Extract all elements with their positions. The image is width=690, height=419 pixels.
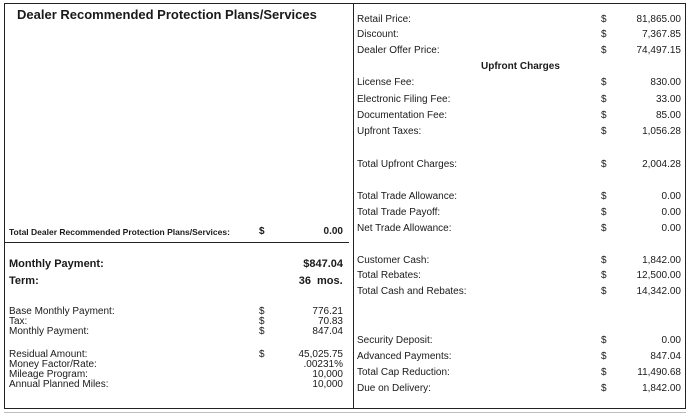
license-fee-currency: $ <box>601 77 607 88</box>
dealer-offer-value: 74,497.15 <box>636 45 681 56</box>
trade-allowance-currency: $ <box>601 191 607 202</box>
retail-price-currency: $ <box>601 14 607 25</box>
breakdown-monthly-value: 847.04 <box>312 326 343 337</box>
retail-price-label: Retail Price: <box>357 14 411 25</box>
cash-rebates-currency: $ <box>601 286 607 297</box>
upfront-taxes-value: 1,056.28 <box>642 126 681 137</box>
customer-cash-value: 1,842.00 <box>642 255 681 266</box>
electronic-filing-currency: $ <box>601 94 607 105</box>
cash-rebates-label: Total Cash and Rebates: <box>357 286 467 297</box>
total-rebates-currency: $ <box>601 270 607 281</box>
total-upfront-label: Total Upfront Charges: <box>357 159 458 170</box>
trade-payoff-label: Total Trade Payoff: <box>357 207 441 218</box>
discount-currency: $ <box>601 29 607 40</box>
electronic-filing-value: 33.00 <box>655 94 681 105</box>
dealer-offer-currency: $ <box>601 45 607 56</box>
advanced-payments-label: Advanced Payments: <box>357 351 452 362</box>
page-footer-line <box>4 412 686 413</box>
advanced-payments-currency: $ <box>601 351 607 362</box>
base-payment-label: Base Monthly Payment: <box>9 306 115 317</box>
total-protection-value: 0.00 <box>323 226 343 237</box>
term-value: 36 <box>298 275 311 287</box>
discount-label: Discount: <box>357 29 399 40</box>
protection-plans-title: Dealer Recommended Protection Plans/Services <box>17 7 317 22</box>
dealer-offer-label: Dealer Offer Price: <box>357 45 440 56</box>
tax-label: Tax: <box>9 316 28 327</box>
cap-reduction-label: Total Cap Reduction: <box>357 367 450 378</box>
base-payment-currency: $ <box>259 306 265 317</box>
documentation-fee-currency: $ <box>601 110 607 121</box>
monthly-payment-label: Monthly Payment: <box>9 258 104 270</box>
upfront-taxes-currency: $ <box>601 126 607 137</box>
total-rebates-value: 12,500.00 <box>636 270 681 281</box>
column-divider <box>353 4 354 408</box>
discount-value: 7,367.85 <box>642 29 681 40</box>
trade-allowance-label: Total Trade Allowance: <box>357 191 458 202</box>
security-deposit-label: Security Deposit: <box>357 335 433 346</box>
documentation-fee-label: Documentation Fee: <box>357 110 448 121</box>
upfront-taxes-label: Upfront Taxes: <box>357 126 422 137</box>
cap-reduction-currency: $ <box>601 367 607 378</box>
residual-amount-currency: $ <box>259 349 265 360</box>
due-on-delivery-value: 1,842.00 <box>642 383 681 394</box>
customer-cash-currency: $ <box>601 255 607 266</box>
base-payment-value: 776.21 <box>312 306 343 317</box>
money-factor-label: Money Factor/Rate: <box>9 359 97 370</box>
term-label: Term: <box>9 275 39 287</box>
security-deposit-value: 0.00 <box>661 335 681 346</box>
term-unit: mos. <box>317 275 343 287</box>
residual-amount-value: 45,025.75 <box>298 349 343 360</box>
cash-rebates-value: 14,342.00 <box>636 286 681 297</box>
net-trade-value: 0.00 <box>661 223 681 234</box>
upfront-charges-heading: Upfront Charges <box>481 61 560 72</box>
money-factor-value: .00231% <box>303 359 343 370</box>
total-rebates-label: Total Rebates: <box>357 270 421 281</box>
net-trade-currency: $ <box>601 223 607 234</box>
documentation-fee-value: 85.00 <box>655 110 681 121</box>
mileage-program-label: Mileage Program: <box>9 369 88 380</box>
due-on-delivery-currency: $ <box>601 383 607 394</box>
license-fee-label: License Fee: <box>357 77 415 88</box>
trade-payoff-value: 0.00 <box>661 207 681 218</box>
total-upfront-currency: $ <box>601 159 607 170</box>
net-trade-label: Net Trade Allowance: <box>357 223 452 234</box>
security-deposit-currency: $ <box>601 335 607 346</box>
monthly-payment-value: $847.04 <box>303 258 343 270</box>
advanced-payments-value: 847.04 <box>650 351 681 362</box>
due-on-delivery-label: Due on Delivery: <box>357 383 431 394</box>
lease-worksheet <box>4 3 686 409</box>
annual-miles-label: Annual Planned Miles: <box>9 379 109 390</box>
tax-value: 70.83 <box>317 316 343 327</box>
annual-miles-value: 10,000 <box>312 379 343 390</box>
breakdown-monthly-currency: $ <box>259 326 265 337</box>
mileage-program-value: 10,000 <box>312 369 343 380</box>
breakdown-monthly-label: Monthly Payment: <box>9 326 90 337</box>
cap-reduction-value: 11,490.68 <box>637 367 681 378</box>
section-divider <box>5 242 349 243</box>
electronic-filing-label: Electronic Filing Fee: <box>357 94 451 105</box>
trade-allowance-value: 0.00 <box>661 191 681 202</box>
license-fee-value: 830.00 <box>650 77 681 88</box>
trade-payoff-currency: $ <box>601 207 607 218</box>
total-protection-currency: $ <box>259 226 265 237</box>
customer-cash-label: Customer Cash: <box>357 255 430 266</box>
tax-currency: $ <box>259 316 265 327</box>
total-protection-label: Total Dealer Recommended Protection Plans/Services: <box>9 227 230 237</box>
residual-amount-label: Residual Amount: <box>9 349 88 360</box>
total-upfront-value: 2,004.28 <box>642 159 681 170</box>
retail-price-value: 81,865.00 <box>636 14 681 25</box>
